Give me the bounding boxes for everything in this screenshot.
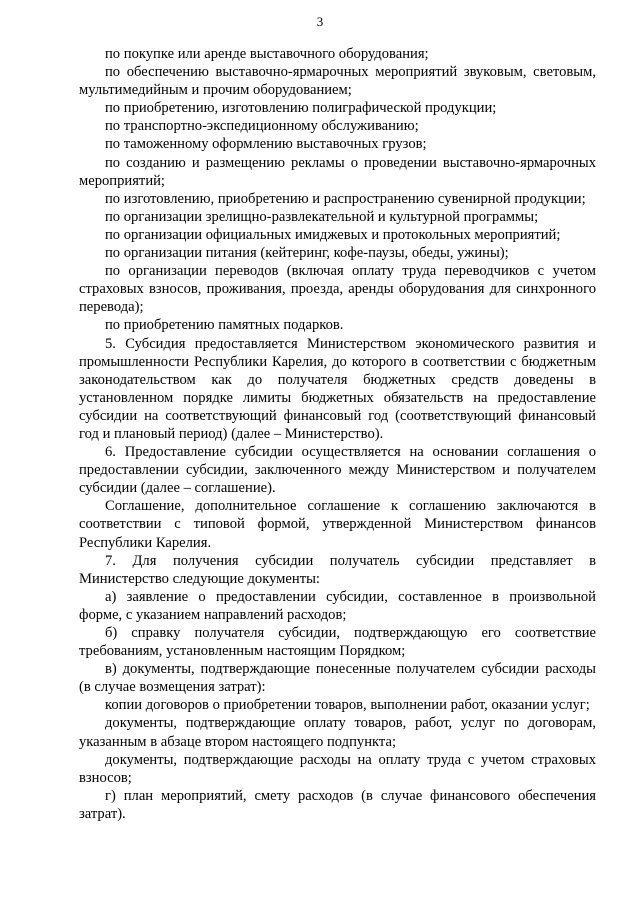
paragraph: по транспортно-экспедиционному обслуживанию;	[105, 118, 419, 135]
paragraph: по покупке или аренде выставочного оборудования;	[105, 46, 429, 62]
paragraph: документы, подтверждающие оплату товаров, работ, услуг по договорам, указанным в абзаце втором настоящего подпункта;	[79, 715, 596, 750]
paragraph: в) документы, подтверждающие понесенные получателем субсидии расходы (в случае возмещения затрат):	[79, 661, 596, 696]
paragraph: 7. Для получения субсидии получатель субсидии представляет в Министерство следующие документы:	[79, 552, 596, 587]
paragraph: копии договоров о приобретении товаров, выполнении работ, оказании услуг;	[105, 697, 590, 714]
paragraph: 6. Предоставление субсидии осуществляется на основании соглашения о предоставлении субсидии, заключенного между Министерством и получателем субсидии (далее – соглашение).	[79, 444, 596, 497]
paragraph: а) заявление о предоставлении субсидии, составленное в произвольной форме, с указанием направлений расходов;	[79, 588, 596, 623]
paragraph: г) план мероприятий, смету расходов (в случае финансового обеспечения затрат).	[79, 787, 596, 822]
paragraph: по обеспечению выставочно-ярмарочных мероприятий звуковым, световым, мультимедийным и прочим оборудованием;	[79, 64, 596, 99]
paragraph: Соглашение, дополнительное соглашение к соглашению заключаются в соответствии с типовой формой, утвержденной Министерством финансов Республики Карелия.	[79, 498, 596, 551]
paragraph: по организации питания (кейтеринг, кофе-паузы, обеды, ужины);	[105, 245, 509, 262]
paragraph: по организации зрелищно-развлекательной и культурной программы;	[105, 208, 539, 225]
paragraph: по приобретению памятных подарков.	[105, 317, 344, 334]
paragraph: по приобретению, изготовлению полиграфической продукции;	[105, 100, 497, 117]
paragraph: по изготовлению, приобретению и распространению сувенирной продукции;	[105, 190, 586, 207]
page-number: 3	[316, 14, 324, 29]
paragraph: по организации переводов (включая оплату труда переводчиков с учетом страховых взносов, проживания, проезда, аренды оборудования для синхронного перевода);	[79, 263, 596, 316]
paragraph: по созданию и размещению рекламы о проведении выставочно-ярмарочных мероприятий;	[79, 154, 596, 189]
paragraph: документы, подтверждающие расходы на оплату труда с учетом страховых взносов;	[79, 751, 596, 786]
paragraph: по таможенному оформлению выставочных грузов;	[105, 136, 427, 153]
paragraph: б) справку получателя субсидии, подтверждающую его соответствие требованиям, установленным настоящим Порядком;	[79, 625, 596, 660]
paragraph: по организации официальных имиджевых и протокольных мероприятий;	[105, 226, 561, 243]
document-body	[79, 45, 596, 823]
paragraph: 5. Субсидия предоставляется Министерством экономического развития и промышленности Республики Карелия, до которого в соответствии с бюджетным законодательством как до получателя бюджетных средств доведены в установленном порядке лимиты бюджетных обязательств на предоставление субсидии на соответствующий финансовый год (соответствующий финансовый год и плановый период) (далее – Министерство).	[79, 335, 596, 442]
